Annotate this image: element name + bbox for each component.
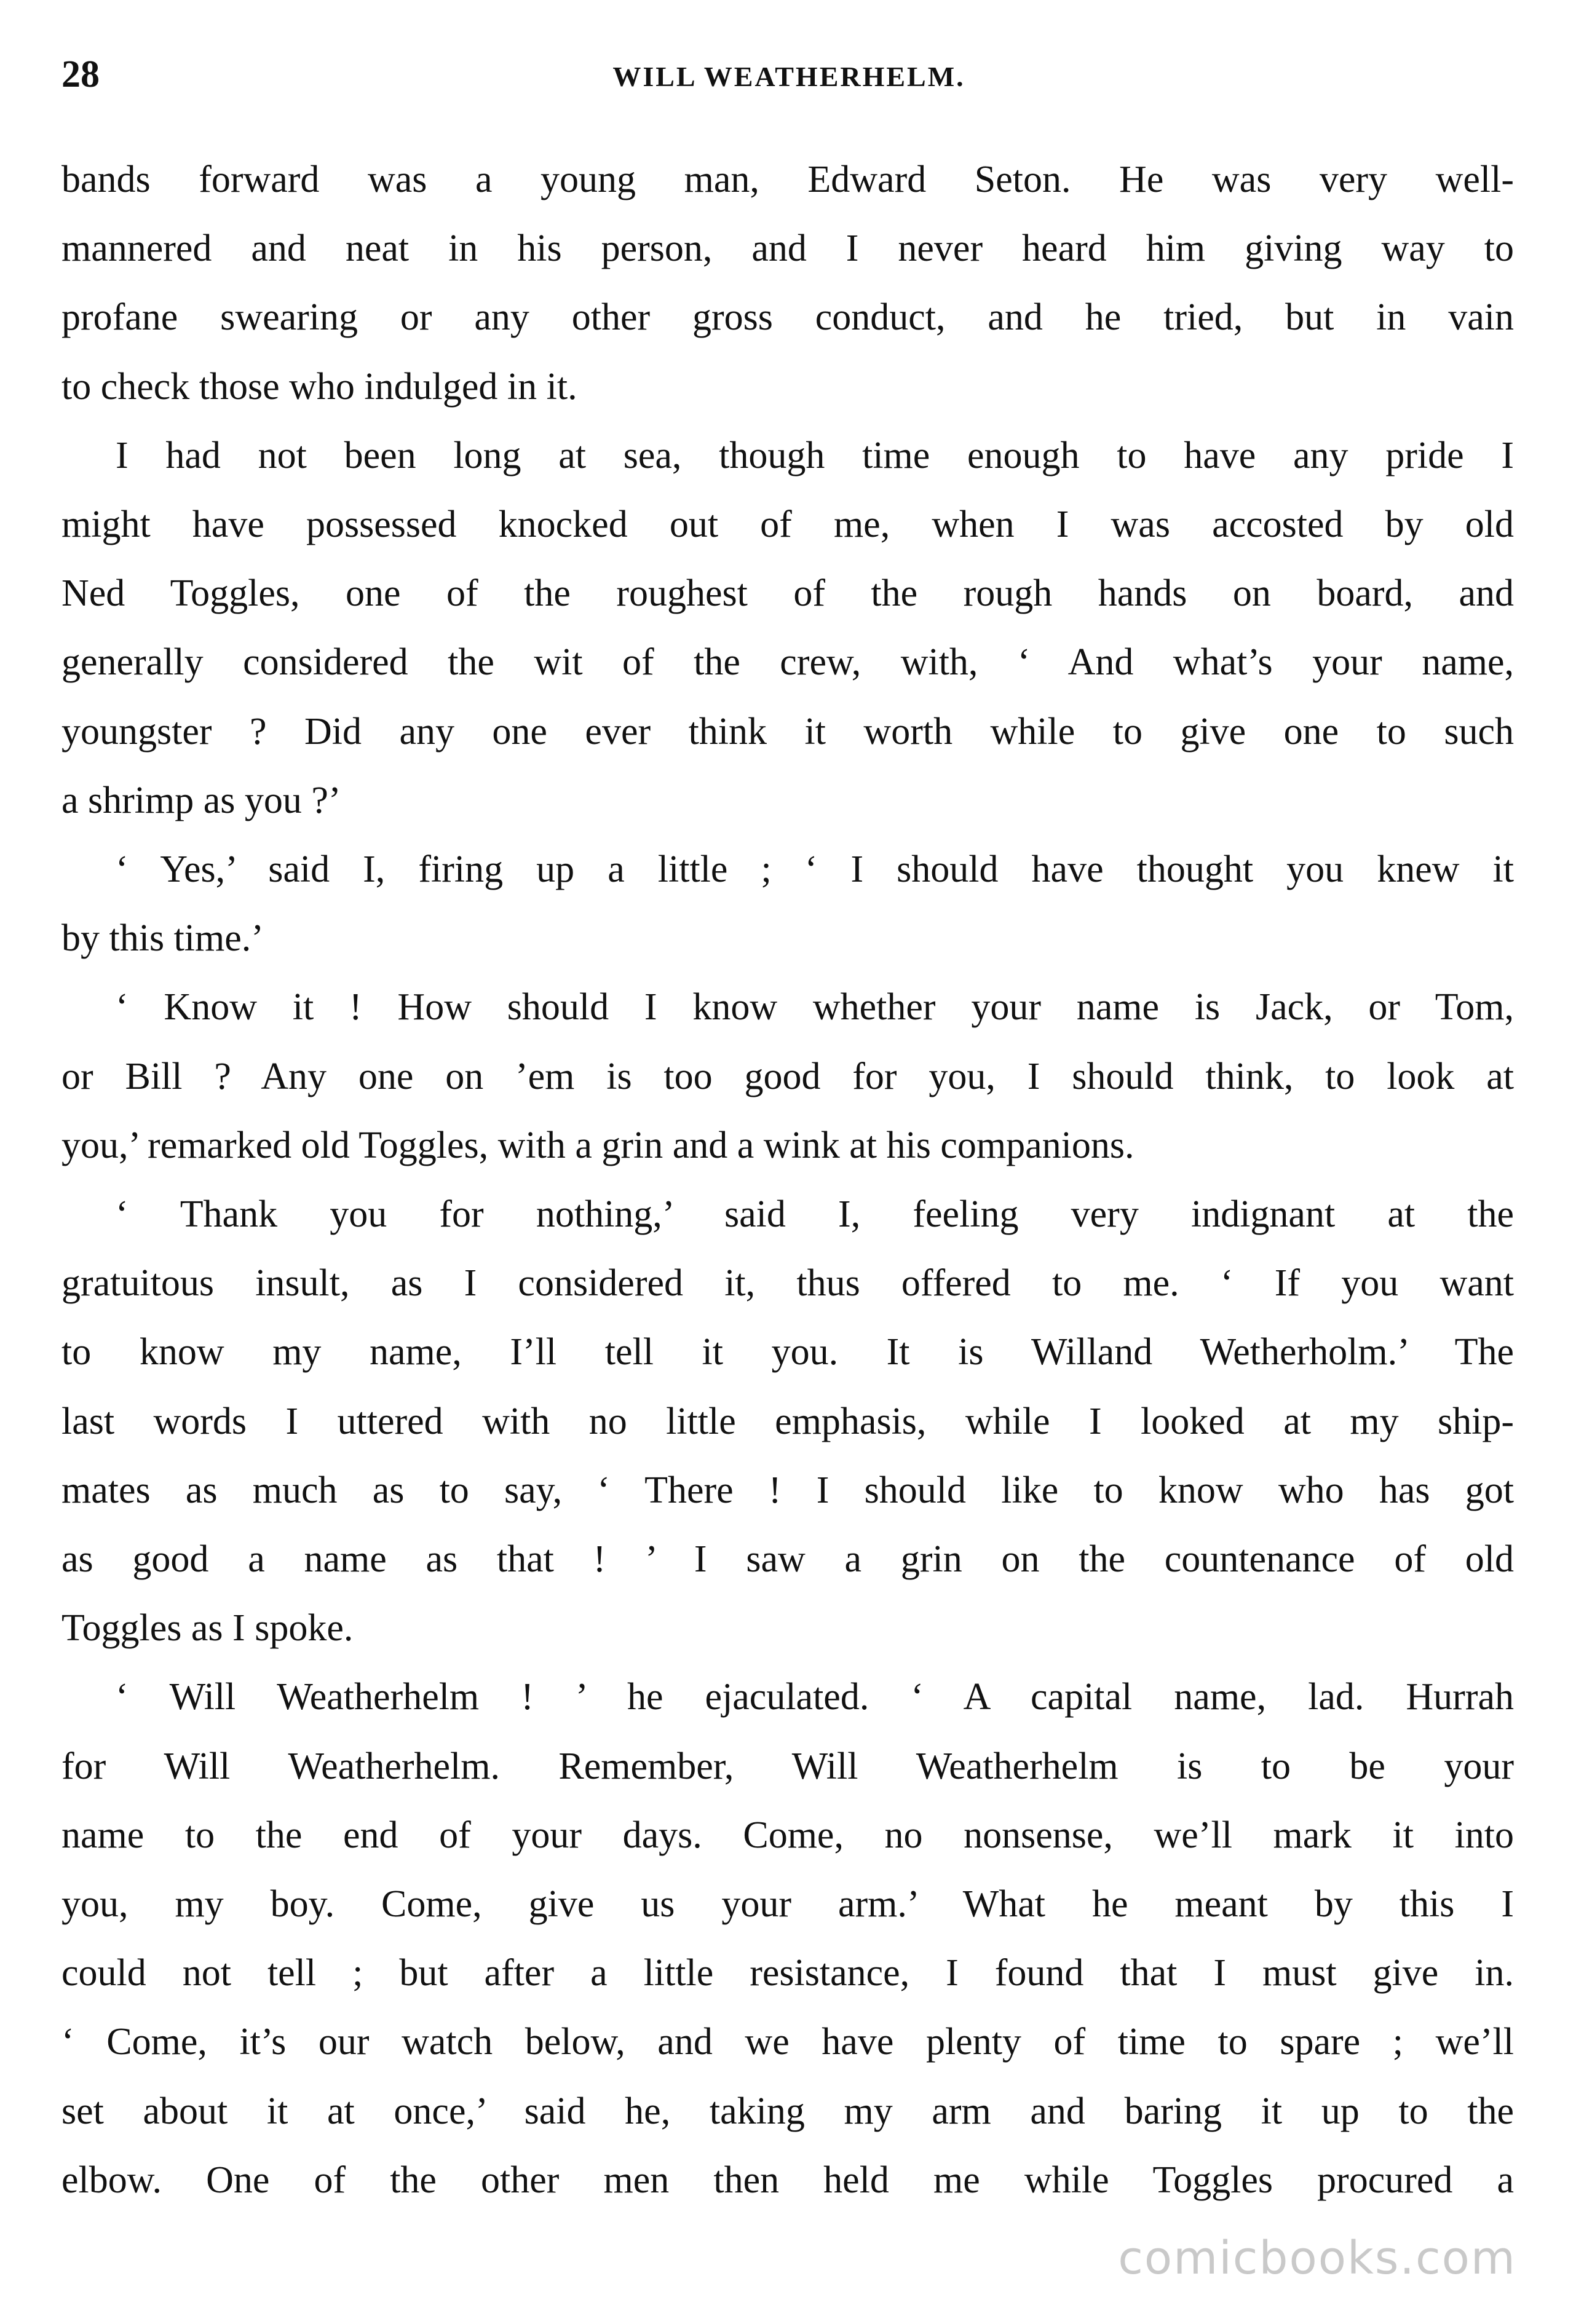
- text-line: set about it at once,’ said he, taking my arm and baring it up to the: [61, 2090, 1514, 2132]
- text-line: might have possessed knocked out of me, when I was accosted by old: [61, 504, 1514, 546]
- text-line: mannered and neat in his person, and I never heard him giving way to: [61, 227, 1514, 270]
- text-line: generally considered the wit of the crew, with, ‘ And what’s your name,: [61, 641, 1514, 684]
- text-line: mates as much as to say, ‘ There ! I should like to know who has got: [61, 1469, 1514, 1511]
- text-line: gratuitous insult, as I considered it, thus offered to me. ‘ If you want: [61, 1262, 1514, 1305]
- text-line: you,’ remarked old Toggles, with a grin and a wink at his companions.: [61, 1124, 1135, 1166]
- text-line: youngster ? Did any one ever think it worth while to give one to such: [61, 710, 1514, 753]
- text-line: ‘ Will Weatherhelm ! ’ he ejaculated. ‘ A capital name, lad. Hurrah: [116, 1676, 1514, 1718]
- text-line: ‘ Thank you for nothing,’ said I, feeling very indignant at the: [116, 1193, 1514, 1236]
- text-line: name to the end of your days. Come, no nonsense, we’ll mark it into: [61, 1814, 1514, 1856]
- text-line: by this time.’: [61, 917, 264, 960]
- page-number: 28: [61, 53, 100, 95]
- text-line: elbow. One of the other men then held me while Toggles procured a: [61, 2159, 1514, 2201]
- watermark: comicbooks.com: [1118, 2232, 1516, 2285]
- text-line: I had not been long at sea, though time enough to have any pride I: [116, 434, 1514, 476]
- text-line: bands forward was a young man, Edward Seton. He was very well-: [61, 159, 1514, 200]
- text-line: could not tell ; but after a little resistance, I found that I must give in.: [61, 1952, 1514, 1994]
- running-head: WILL WEATHERHELM.: [612, 61, 965, 92]
- text-line: a shrimp as you ?’: [61, 779, 341, 821]
- text-line: to know my name, I’ll tell it you. It is Willand Wetherholm.’ The: [61, 1331, 1514, 1373]
- text-line: profane swearing or any other gross conduct, and he tried, but in vain: [61, 296, 1514, 339]
- text-line: as good a name as that ! ’ I saw a grin on the countenance of old: [61, 1538, 1514, 1581]
- text-line: or Bill ? Any one on ’em is too good for you, I should think, to look at: [61, 1055, 1514, 1097]
- text-line: Ned Toggles, one of the roughest of the rough hands on board, and: [61, 572, 1514, 615]
- text-line: you, my boy. Come, give us your arm.’ What he meant by this I: [61, 1883, 1514, 1926]
- page-header: [61, 53, 1516, 108]
- text-line: to check those who indulged in it.: [61, 365, 577, 408]
- text-line: Toggles as I spoke.: [61, 1607, 354, 1650]
- text-line: last words I uttered with no little emphasis, while I looked at my ship-: [61, 1400, 1514, 1442]
- text-line: ‘ Yes,’ said I, firing up a little ; ‘ I should have thought you knew it: [116, 848, 1514, 891]
- text-line: ‘ Come, it’s our watch below, and we have plenty of time to spare ; we’ll: [61, 2021, 1514, 2063]
- body-text: [61, 145, 1514, 2215]
- text-line: ‘ Know it ! How should I know whether your name is Jack, or Tom,: [116, 986, 1514, 1029]
- text-line: for Will Weatherhelm. Remember, Will Weatherhelm is to be your: [61, 1745, 1514, 1787]
